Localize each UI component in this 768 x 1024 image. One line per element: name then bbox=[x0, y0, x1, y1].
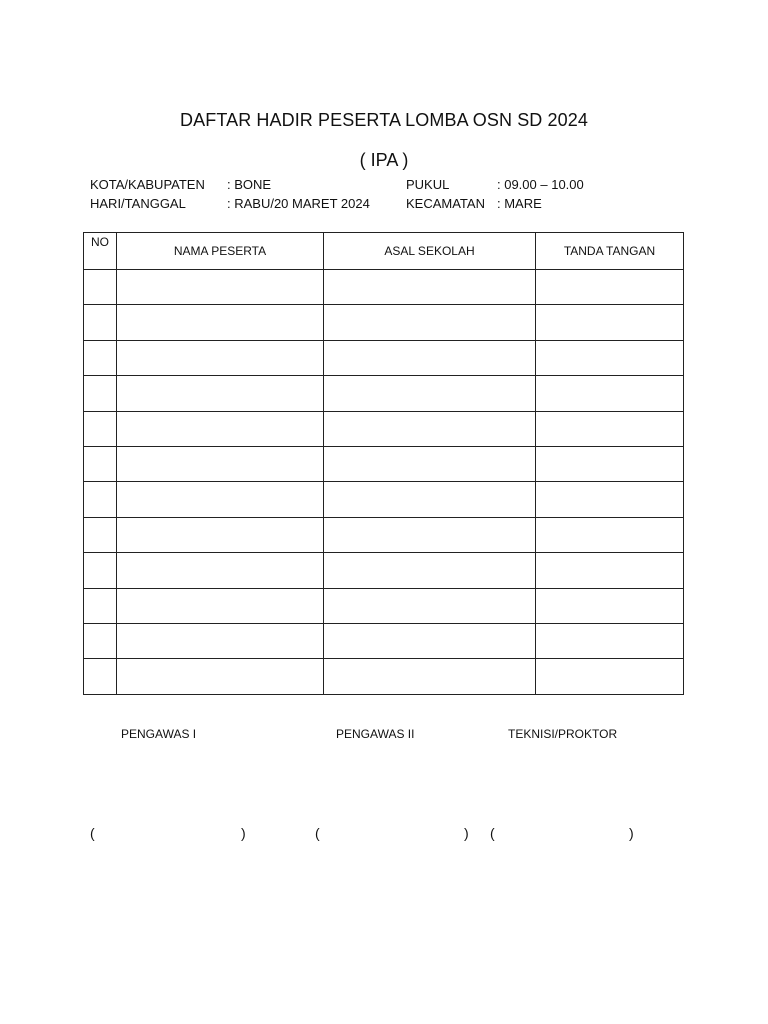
cell-tanda-tangan bbox=[536, 659, 684, 694]
cell-nama-peserta bbox=[117, 376, 324, 411]
cell-asal-sekolah bbox=[324, 270, 536, 305]
table-row bbox=[84, 553, 684, 588]
cell-nama-peserta bbox=[117, 623, 324, 658]
info-pukul-value: : 09.00 – 10.00 bbox=[497, 177, 584, 192]
cell-no bbox=[84, 446, 117, 481]
cell-nama-peserta bbox=[117, 517, 324, 552]
cell-no bbox=[84, 340, 117, 375]
cell-asal-sekolah bbox=[324, 659, 536, 694]
cell-nama-peserta bbox=[117, 446, 324, 481]
signature-open-paren-1: ( bbox=[90, 825, 95, 841]
cell-nama-peserta bbox=[117, 659, 324, 694]
header-nama-peserta: NAMA PESERTA bbox=[117, 233, 324, 270]
cell-no bbox=[84, 270, 117, 305]
cell-nama-peserta bbox=[117, 553, 324, 588]
signature-open-paren-3: ( bbox=[490, 825, 495, 841]
cell-nama-peserta bbox=[117, 411, 324, 446]
cell-tanda-tangan bbox=[536, 376, 684, 411]
cell-asal-sekolah bbox=[324, 517, 536, 552]
cell-no bbox=[84, 553, 117, 588]
cell-tanda-tangan bbox=[536, 305, 684, 340]
cell-tanda-tangan bbox=[536, 623, 684, 658]
cell-nama-peserta bbox=[117, 270, 324, 305]
cell-no bbox=[84, 517, 117, 552]
cell-asal-sekolah bbox=[324, 411, 536, 446]
table-row bbox=[84, 340, 684, 375]
header-no: NO bbox=[84, 233, 117, 270]
cell-nama-peserta bbox=[117, 588, 324, 623]
info-kota-value: : BONE bbox=[227, 177, 272, 192]
cell-asal-sekolah bbox=[324, 588, 536, 623]
cell-no bbox=[84, 659, 117, 694]
cell-asal-sekolah bbox=[324, 482, 536, 517]
info-hari-value: : RABU/20 MARET 2024 bbox=[227, 196, 370, 211]
cell-tanda-tangan bbox=[536, 588, 684, 623]
cell-no bbox=[84, 376, 117, 411]
table-row bbox=[84, 376, 684, 411]
info-kecamatan-label: KECAMATAN bbox=[406, 196, 485, 211]
cell-no bbox=[84, 411, 117, 446]
cell-tanda-tangan bbox=[536, 270, 684, 305]
signature-close-paren-2: ) bbox=[464, 825, 469, 841]
cell-asal-sekolah bbox=[324, 376, 536, 411]
cell-tanda-tangan bbox=[536, 553, 684, 588]
cell-nama-peserta bbox=[117, 305, 324, 340]
cell-asal-sekolah bbox=[324, 305, 536, 340]
document-subtitle: ( IPA ) bbox=[359, 150, 409, 170]
signature-close-paren-1: ) bbox=[241, 825, 246, 841]
table-row bbox=[84, 411, 684, 446]
info-kecamatan-value: : MARE bbox=[497, 196, 542, 211]
table-row bbox=[84, 270, 684, 305]
signature-label-pengawas-2: PENGAWAS II bbox=[336, 727, 415, 741]
header-asal-sekolah: ASAL SEKOLAH bbox=[324, 233, 536, 270]
table-row bbox=[84, 659, 684, 694]
signature-open-paren-2: ( bbox=[315, 825, 320, 841]
cell-no bbox=[84, 305, 117, 340]
signature-label-teknisi: TEKNISI/PROKTOR bbox=[508, 727, 618, 741]
cell-asal-sekolah bbox=[324, 446, 536, 481]
table-row bbox=[84, 623, 684, 658]
info-hari-label: HARI/TANGGAL bbox=[90, 196, 186, 211]
header-tanda-tangan: TANDA TANGAN bbox=[536, 233, 684, 270]
cell-no bbox=[84, 482, 117, 517]
info-pukul-label: PUKUL bbox=[406, 177, 450, 192]
cell-tanda-tangan bbox=[536, 411, 684, 446]
info-kota-label: KOTA/KABUPATEN bbox=[90, 177, 205, 192]
table-header-row bbox=[84, 233, 684, 270]
document-title: DAFTAR HADIR PESERTA LOMBA OSN SD 2024 bbox=[180, 110, 588, 130]
table-row bbox=[84, 588, 684, 623]
signature-close-paren-3: ) bbox=[629, 825, 634, 841]
table-row bbox=[84, 517, 684, 552]
cell-asal-sekolah bbox=[324, 340, 536, 375]
cell-tanda-tangan bbox=[536, 446, 684, 481]
cell-nama-peserta bbox=[117, 340, 324, 375]
table-row bbox=[84, 482, 684, 517]
signature-label-pengawas-1: PENGAWAS I bbox=[121, 727, 197, 741]
cell-no bbox=[84, 623, 117, 658]
cell-tanda-tangan bbox=[536, 340, 684, 375]
cell-asal-sekolah bbox=[324, 623, 536, 658]
table-row bbox=[84, 446, 684, 481]
attendance-table bbox=[83, 232, 684, 695]
cell-tanda-tangan bbox=[536, 482, 684, 517]
cell-asal-sekolah bbox=[324, 553, 536, 588]
table-body bbox=[84, 270, 684, 695]
cell-tanda-tangan bbox=[536, 517, 684, 552]
cell-no bbox=[84, 588, 117, 623]
table-row bbox=[84, 305, 684, 340]
cell-nama-peserta bbox=[117, 482, 324, 517]
